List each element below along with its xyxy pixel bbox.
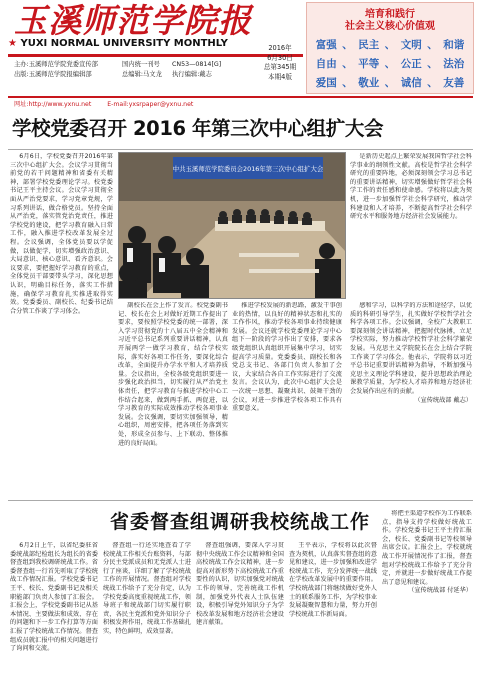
article1-headline: 学校党委召开 2016 年第三次中心组扩大会 (12, 117, 384, 140)
english-title-text: YUXI NORMAL UNIVERSITY MONTHLY (20, 38, 228, 49)
article1-col1-text: 6月6日，学校党委召开2016年第三次中心组扩大会。会议学习贯彻当前党的若干问题精神和省委有关精神，部署学校党委理论学习。校党委书记王平主持会议。会议学习贯彻全面从严治党要求，学习党章党规，学习系列讲话，做合格党员。坚持全面从严治党，落实管党治党责任，推进学校党的建设，把学习教育融入日常工作，融入推进学校改革发展全过程。会议强调，全体党员要以学促做，以做促学，切实增强政治意识、大局意识、核心意识、看齐意识。会议要求，要把握好学习教育的重点，全体党员干部要带头学习，深化思想认识，明确目标任务，落实工作措施，确保学习教育扎实推进取得实效。党委委员、副校长、纪委书记结合分管工作谈了学习体会。 (10, 153, 113, 315)
email-link[interactable]: E-mail:yxsrpaper@yxnu.net (107, 101, 194, 108)
article2-credit: （宣传统战部 付延华） (408, 587, 472, 595)
article2-column-3 (196, 542, 284, 686)
article1-column-2 (118, 302, 228, 497)
article1-column-4 (350, 153, 472, 301)
article2-col2-text: 督查组一行还实地查看了学校统战工作相关台账资料，与部分民主党派成员和无党派人士进行了座谈，详细了解了学校统战工作的开展情况。督查组对学校统战工作给予了充分肯定，认为学校党委高度重视统战工作，领导班子和统战部门切实履行职责，各民主党派和党外知识分子积极发挥作用，统战工作基础扎实，特色鲜明，成效显著。 (103, 542, 191, 635)
issue-total: 总第345期 (263, 63, 297, 71)
value-item: 平等 (358, 58, 380, 70)
value-item: 自由 (315, 58, 337, 70)
core-values-title-line1: 培育和践行 (365, 9, 415, 20)
article1-col2-text: 副校长在会上作了发言。校党委副书记、校长在会上对做好近期工作提出了要求，要按照学校党委的统一部署，深入学习贯彻党的十八届五中全会精神和习近平总书记系列重要讲话精神，认真开展两学一做学习教育，结合学校实际，落实好各项工作任务，要深化综合改革，全面提升办学水平和人才培养质量。会议指出，全校各级党组织要进一步强化政治担当，切实履行从严治党主体责任，把学习教育与推进学校中心工作结合起来，做到两手抓、两促进，以学习教育的实际成效推动学校各项事业发展。会议强调，要切实加强领导，精心组织，周密安排，把各项任务落到实处，形成全员参与、上下联动、整体推进的良好局面。 (118, 302, 228, 447)
article2-col5-text: 将把主渠道学校作为工作联系点，指导支持学校做好统战工作。学校党委书记王平主持汇报会，校长、党委副书记等校领导出席会议。汇报会上，学校就统战工作开展情况作了汇报，督查组对学校统战工作给予了充分肯定，并就进一步做好统战工作提出了意见和建议。 (382, 510, 472, 586)
value-item: 富强 (315, 39, 337, 51)
issue-year: 2016年 (268, 44, 292, 52)
core-values-grid (313, 36, 467, 93)
values-row: 爱国 、 敬业 、 诚信 、 友善 (313, 74, 467, 93)
article1-column-1 (10, 153, 113, 497)
article2-column-2 (103, 542, 191, 686)
issn-label: 国内统一刊号 (122, 61, 160, 68)
value-item: 敬业 (358, 77, 380, 89)
value-item: 爱国 (315, 77, 337, 89)
value-item: 友善 (443, 77, 465, 89)
core-values-title (307, 9, 473, 33)
photo-banner-text: 中共玉溪师范学院委员会2016年第三次中心组扩大会 (172, 165, 324, 173)
article2-column-5 (382, 510, 472, 686)
executive-editor: 执行编辑:戴志 (172, 71, 212, 78)
article1-col3-text: 推进学校发展的新思路，激发干事创业的热情，以良好的精神状态和扎实的工作作风，推动学校各项事业持续健康发展。会议还就学校党委理论学习中心组下一阶段的学习作出了安排，要求各级党组织认真组织开展集中学习，切实提高学习质量。党委委员、副校长和各党总支书记、各部门负责人参加了会议，大家结合各自工作实际进行了交流发言。会议认为，此次中心组扩大会是一次统一思想、凝聚共识、鼓舞干劲的会议，对进一步推进学校各项工作具有重要意义。 (232, 302, 342, 413)
article2-col4-text: 王平表示，学校将以此次督查为契机，认真落实督查组的意见和建议，进一步加强和改进学校统战工作，充分发挥统一战线在学校改革发展中的重要作用。学校统战部门将继续做好党外人士的联系服务工作，为学校事业发展凝聚智慧和力量，努力开创学校统战工作新局面。 (289, 542, 377, 618)
article1-col5-text: 感和学习，以科学的方法和途径学，以优质的科研引导学生，扎实做好学校哲学社会科学各项工作。会议强调，全校广大教职工要深刻领会讲话精神，把握时代脉搏，立足学校实际，努力推动学校哲学社会科学繁荣发展。马克思主义学院院长在会上结合学院工作谈了学习体会。他表示，学院将以习近平总书记重要讲话精神为指导，不断加强马克思主义理论学科建设，提升思想政治理论课教学质量，为学校人才培养和地方经济社会发展作出应有的贡献。 (350, 302, 472, 395)
contact-row (14, 99, 474, 108)
issue-pages: 本期4版 (268, 72, 292, 81)
values-row: 自由 、 平等 、 公正 、 法治 (313, 55, 467, 74)
article1-column-5 (350, 302, 472, 497)
english-title (8, 38, 253, 52)
issue-info (258, 44, 302, 82)
masthead (0, 0, 479, 108)
publisher: 出版:玉溪师范学院报编辑部 (14, 71, 92, 78)
article1-credit: （宣传统战部 戴志） (414, 396, 472, 404)
article2-column-4 (289, 542, 377, 686)
divider (8, 149, 473, 150)
newspaper-logo: 玉溪师范学院报 (14, 1, 252, 40)
article2-column-1 (10, 542, 98, 686)
issue-date: 6月30日 (267, 53, 293, 62)
issn-code: CN53—0814[G] (172, 61, 222, 68)
article2-headline: 省委督查组调研我校统战工作 (110, 511, 371, 533)
meeting-photo (118, 152, 346, 299)
article2-col3-text: 督查组强调，要深入学习贯彻中央统战工作会议精神和全国高校统战工作会议精神，进一步提高对新形势下高校统战工作重要性的认识，切实加强党对统战工作的领导，完善统战工作机制，加强党外代表人士队伍建设，积极引导党外知识分子为学校改革发展和地方经济社会建设建言献策。 (196, 542, 284, 627)
value-item: 公正 (400, 58, 422, 70)
value-item: 法治 (443, 58, 465, 70)
article1-column-3 (232, 302, 342, 497)
divider (8, 500, 473, 501)
article1-col4-text: 是新历史起点上繁荣发展我国哲学社会科学事业的纲领性文献。高校是哲学社会科学研究的重要阵地，必须深刻领会学习总书记的重要讲话精神，切实增强做好哲学社会科学工作的责任感和使命感。学校将以此为契机，进一步加强哲学社会科学研究，推动学科建设和人才培养，不断提高哲学社会科学研究水平和服务地方经济社会发展能力。 (350, 153, 472, 221)
sponsor: 主办:玉溪师范学院党委宣传部 (14, 61, 98, 68)
meeting-photo-image (119, 153, 346, 299)
chief-editor: 总编辑:马文龙 (122, 71, 162, 78)
values-row: 富强 、 民主 、 文明 、 和谐 (313, 36, 467, 55)
value-item: 诚信 (400, 77, 422, 89)
value-item: 文明 (400, 39, 422, 51)
value-item: 和谐 (443, 39, 465, 51)
core-values-box (306, 2, 474, 94)
value-item: 民主 (358, 39, 380, 51)
website-link[interactable]: 网址:http://www.yxnu.net (14, 101, 92, 108)
article2-col1-text: 6月2日上午，以省纪委驻省委统战部纪检组长为组长的省委督查组到我校调研统战工作。省委督查组一行首先听取了学校统战工作情况汇报。学校党委书记王平、校长、党委副书记及相关职能部门负责人参加了汇报会。汇报会上，学校党委副书记从基本情况、主要做法和成效、存在的问题和下一步工作打算等方面汇报了学校统战工作情况。督查组成员就汇报中的相关问题进行了询问和交流。 (10, 542, 98, 653)
red-divider-bottom (8, 96, 473, 98)
star-icon: ★ (8, 38, 17, 49)
core-values-title-line2: 社会主义核心价值观 (345, 21, 435, 32)
